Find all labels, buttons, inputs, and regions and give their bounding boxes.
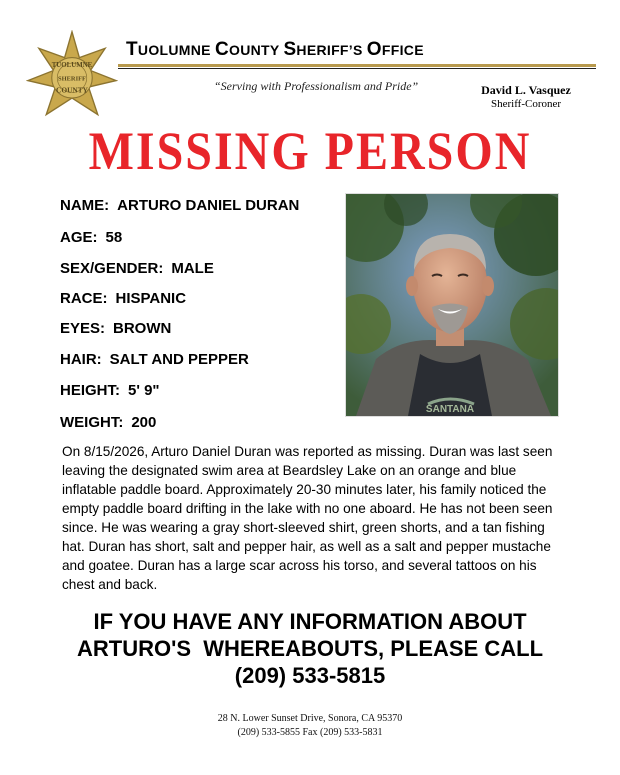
office-title-part: FFICE [381, 42, 424, 58]
office-title-part: HERIFF’S [296, 42, 367, 58]
incident-description: On 8/15/2026, Arturo Daniel Duran was reported as missing. Duran was last seen leaving the designated swim area at Beardsley Lake on an orange and blue inflatable paddle board. Approximately 20-30 minutes later, his family noticed the empty paddle board drifting in the lake with no one aboard. He has not been seen since. He was wearing a gray short-sleeved shirt, green shorts, and a tan fishing hat. Duran has short, salt and pepper hair, as well as a salt and pepper mustache and goatee. Duran has a large scar across his torso, and several tattoos on his chest and back. [62, 444, 553, 592]
field-value: HISPANIC [115, 290, 187, 307]
field-value: SALT AND PEPPER [109, 351, 249, 368]
field-label: RACE: [60, 290, 108, 307]
information-callout [0, 608, 620, 689]
field-label: WEIGHT: [60, 414, 124, 431]
field-eyes [60, 320, 171, 337]
field-weight [60, 414, 156, 431]
office-title-part: S [283, 39, 297, 60]
sheriff-signature-block [456, 83, 596, 110]
badge-mid-text: SHERIFF [58, 75, 86, 83]
sheriff-badge-icon [26, 30, 118, 122]
field-label: SEX/GENDER: [60, 260, 164, 277]
field-label: NAME: [60, 197, 110, 214]
field-sex-gender [60, 260, 214, 277]
office-title [126, 39, 424, 61]
field-label: AGE: [60, 229, 98, 246]
field-label: EYES: [60, 320, 106, 337]
field-label: HAIR: [60, 351, 102, 368]
office-title-part: C [214, 39, 229, 60]
callout-phone: (209) 533-5815 [234, 663, 386, 688]
portrait-illustration [346, 194, 558, 416]
callout-line-1: IF YOU HAVE ANY INFORMATION ABOUT [93, 609, 527, 634]
footer-address: 28 N. Lower Sunset Drive, Sonora, CA 95370 [217, 713, 403, 724]
footer-phones: (209) 533-5855 Fax (209) 533-5831 [237, 727, 383, 738]
field-value: ARTURO DANIEL DURAN [117, 197, 300, 214]
sheriff-name: David L. Vasquez [481, 83, 571, 97]
missing-person-headline: MISSING PERSON [88, 122, 532, 182]
office-title-part: OUNTY [229, 42, 284, 58]
field-age [60, 229, 122, 246]
field-height [60, 382, 160, 399]
badge-top-text: TUOLUMNE [51, 61, 93, 69]
field-value: BROWN [113, 320, 172, 337]
field-value: 200 [131, 414, 157, 431]
office-title-part: O [366, 39, 382, 60]
motto: “Serving with Professionalism and Pride” [214, 79, 419, 93]
field-value: 5' 9" [128, 382, 160, 399]
missing-person-photo [345, 193, 559, 417]
header-black-rule [118, 68, 596, 69]
field-label: HEIGHT: [60, 382, 120, 399]
shirt-text: SANTANA [425, 404, 475, 415]
footer-contact [0, 712, 620, 740]
office-title-part: UOLUMNE [137, 42, 215, 58]
office-title-part: T [126, 39, 138, 60]
header-gold-rule [118, 64, 596, 67]
field-value: MALE [171, 260, 214, 277]
field-name [60, 197, 299, 214]
field-value: 58 [105, 229, 123, 246]
sheriff-title: Sheriff-Coroner [490, 98, 562, 110]
field-hair [60, 351, 249, 368]
field-race [60, 290, 186, 307]
callout-line-2: ARTURO'S WHEREABOUTS, PLEASE CALL [76, 636, 544, 661]
badge-bottom-text: COUNTY [56, 85, 88, 95]
